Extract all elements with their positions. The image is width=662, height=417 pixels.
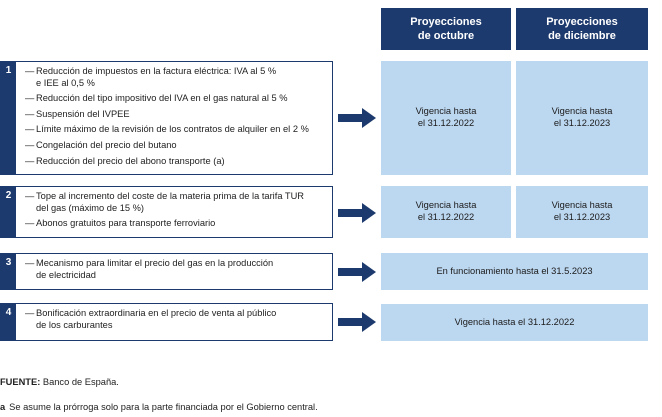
cell-combined-4: Vigencia hasta el 31.12.2022 xyxy=(381,304,648,341)
measure-item: — Bonificación extraordinaria en el precio de venta al público de los carburantes xyxy=(25,308,332,331)
measure-box-2 xyxy=(0,186,333,238)
footnote xyxy=(0,402,318,412)
measure-item: — Reducción del precio del abono transporte (a) xyxy=(25,156,332,168)
measure-number: 1 xyxy=(1,62,16,174)
header-october-projections: Proyecciones de octubre xyxy=(381,8,511,50)
arrow-right-icon xyxy=(338,262,376,282)
cell-combined-3: En funcionamiento hasta el 31.5.2023 xyxy=(381,253,648,290)
measure-item: — Mecanismo para limitar el precio del gas en la producción de electricidad xyxy=(25,258,332,281)
measure-item: — Reducción de impuestos en la factura eléctrica: IVA al 5 % e IEE al 0,5 % xyxy=(25,66,332,89)
arrow-right-icon xyxy=(338,312,376,332)
measure-item: — Abonos gratuitos para transporte ferroviario xyxy=(25,218,332,230)
arrow-right-icon xyxy=(338,203,376,223)
measure-item: — Tope al incremento del coste de la materia prima de la tarifa TUR del gas (máximo de 15 %) xyxy=(25,191,332,214)
measure-item: — Congelación del precio del butano xyxy=(25,140,332,152)
measure-items xyxy=(25,304,332,331)
source-text: Banco de España. xyxy=(42,377,119,387)
measure-item: — Reducción del tipo impositivo del IVA en el gas natural al 5 % xyxy=(25,93,332,105)
measure-item: — Suspensión del IVPEE xyxy=(25,109,332,121)
cell-december-2: Vigencia hasta el 31.12.2023 xyxy=(516,186,648,238)
measure-box-3 xyxy=(0,253,333,290)
measure-box-4 xyxy=(0,303,333,341)
cell-october-2: Vigencia hasta el 31.12.2022 xyxy=(381,186,511,238)
measure-number: 2 xyxy=(1,187,16,237)
measure-number: 3 xyxy=(1,254,16,289)
cell-october-1: Vigencia hasta el 31.12.2022 xyxy=(381,61,511,175)
header-december-projections: Proyecciones de diciembre xyxy=(516,8,648,50)
measure-items xyxy=(25,62,332,167)
source-label: FUENTE: xyxy=(0,377,41,387)
cell-december-1: Vigencia hasta el 31.12.2023 xyxy=(516,61,648,175)
measure-items xyxy=(25,187,332,230)
footnote-text: Se asume la prórroga solo para la parte financiada por el Gobierno central. xyxy=(9,402,318,412)
measure-number: 4 xyxy=(1,304,16,340)
measure-item: — Límite máximo de la revisión de los contratos de alquiler en el 2 % xyxy=(25,124,332,136)
measure-box-1 xyxy=(0,61,333,175)
source-line xyxy=(0,377,119,387)
arrow-right-icon xyxy=(338,108,376,128)
footnote-mark: a xyxy=(0,402,6,412)
measure-items xyxy=(25,254,332,281)
